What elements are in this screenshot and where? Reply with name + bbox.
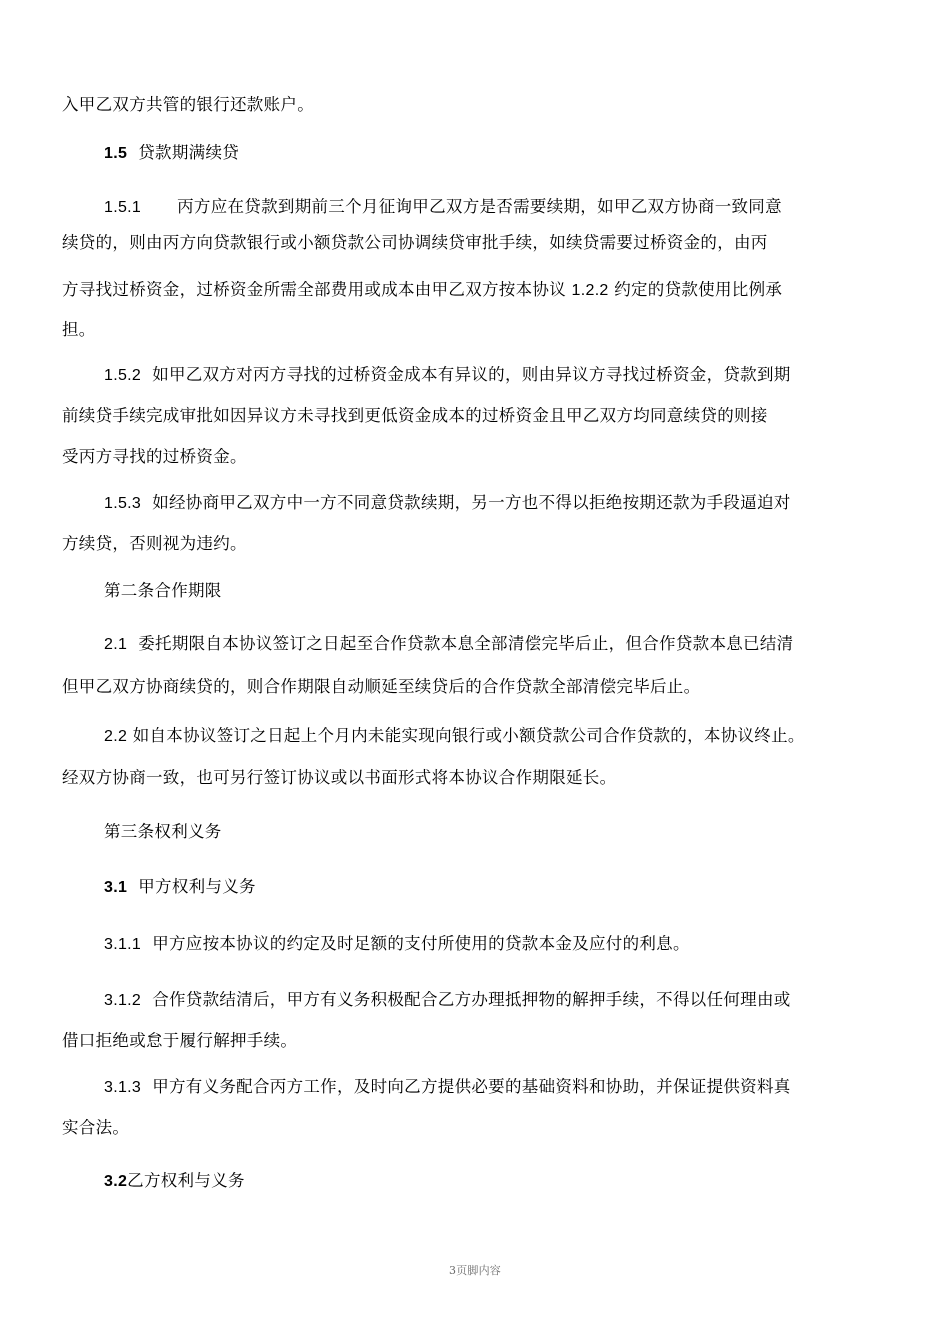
clause-3-1-3-line: [104, 1076, 791, 1099]
paragraph-line: [62, 676, 700, 698]
paragraph-line: [62, 1030, 297, 1052]
footer-text: 页脚内容: [456, 1264, 501, 1277]
section-heading-1-5: [104, 142, 239, 165]
text-segment: 方续贷，否则视为违约。: [62, 534, 247, 553]
text-segment: 如自本协议签订之日起上个月内未能实现向银行或小额贷款公司合作贷款的，本协议终止。: [132, 726, 805, 745]
page-number: 3: [448, 1264, 457, 1277]
paragraph-line: [62, 533, 247, 555]
clause-3-1-2-line: [104, 989, 791, 1012]
paragraph-line: [62, 405, 768, 427]
text-segment: 委托期限自本协议签订之日起至合作贷款本息全部清偿完毕后止，但合作贷款本息已结清: [138, 634, 794, 653]
text-segment: 方寻找过桥资金，过桥资金所需全部费用或成本由甲乙双方按本协议: [62, 280, 566, 299]
clause-reference: 1.2.2: [571, 282, 609, 299]
paragraph-line: [62, 446, 247, 468]
section-title: 甲方权利与义务: [138, 877, 256, 896]
text-segment: 担。: [62, 320, 96, 339]
text-segment: 但甲乙双方协商续贷的，则合作期限自动顺延至续贷后的合作贷款全部清偿完毕后止。: [62, 677, 701, 696]
text-segment: 合作贷款结清后，甲方有义务积极配合乙方办理抵押物的解押手续，不得以任何理由或: [152, 990, 791, 1009]
text-segment: 丙方应在贷款到期前三个月征询甲乙双方是否需要续期，如甲乙双方协商一致同意: [177, 197, 782, 216]
clause-1-5-3-line: [104, 492, 791, 515]
clause-number: 2.2: [104, 728, 128, 745]
text-segment: 受丙方寻找的过桥资金。: [62, 447, 247, 466]
section-heading-3-2: [104, 1170, 245, 1193]
article-title: 第三条权利义务: [104, 822, 222, 841]
paragraph-line: [62, 279, 782, 302]
page-footer: [0, 1262, 950, 1278]
text-segment: 入甲乙双方共管的银行还款账户。: [62, 95, 314, 114]
clause-number: 3.1.3: [104, 1079, 142, 1096]
text-segment: 经双方协商一致，也可另行签订协议或以书面形式将本协议合作期限延长。: [62, 768, 617, 787]
article-title: 第二条合作期限: [104, 581, 222, 600]
text-segment: 前续贷手续完成审批如因异议方未寻找到更低资金成本的过桥资金且甲乙双方均同意续贷的则接: [62, 406, 768, 425]
section-number: 3.1: [104, 879, 128, 896]
section-title: 乙方权利与义务: [127, 1171, 245, 1190]
clause-number: 1.5.2: [104, 367, 142, 384]
clause-number: 2.1: [104, 636, 128, 653]
article-heading-2: [104, 580, 222, 602]
clause-3-1-1-line: [104, 933, 690, 956]
clause-2-1-line: [104, 633, 793, 656]
text-segment: 甲方应按本协议的约定及时足额的支付所使用的贷款本金及应付的利息。: [152, 934, 690, 953]
text-segment: 甲方有义务配合丙方工作，及时向乙方提供必要的基础资料和协助，并保证提供资料真: [152, 1077, 791, 1096]
text-segment: 如甲乙双方对丙方寻找的过桥资金成本有异议的，则由异议方寻找过桥资金，贷款到期: [152, 365, 791, 384]
clause-number: 1.5.3: [104, 495, 142, 512]
article-heading-3: [104, 821, 222, 843]
paragraph-line: [62, 94, 314, 116]
text-segment: 如经协商甲乙双方中一方不同意贷款续期，另一方也不得以拒绝按期还款为手段逼迫对: [152, 493, 791, 512]
clause-number: 3.1.1: [104, 936, 142, 953]
clause-2-2-line: [104, 725, 805, 748]
text-segment: 续贷的，则由丙方向贷款银行或小额贷款公司协调续贷审批手续，如续贷需要过桥资金的，由丙: [62, 233, 768, 252]
text-segment: 借口拒绝或怠于履行解押手续。: [62, 1031, 298, 1050]
clause-number: 1.5.1: [104, 199, 142, 216]
section-title: 贷款期满续贷: [138, 143, 240, 162]
text-segment: 实合法。: [62, 1118, 130, 1137]
section-heading-3-1: [104, 876, 256, 899]
section-number: 3.2: [104, 1173, 128, 1190]
clause-number: 3.1.2: [104, 992, 142, 1009]
paragraph-line: [62, 767, 616, 789]
paragraph-line: [62, 319, 96, 341]
paragraph-line: [62, 232, 768, 254]
text-segment: 约定的贷款使用比例承: [614, 280, 783, 299]
paragraph-line: [62, 1117, 129, 1139]
clause-1-5-2-line: [104, 364, 791, 387]
section-number: 1.5: [104, 145, 128, 162]
clause-1-5-1-line: [104, 196, 782, 219]
